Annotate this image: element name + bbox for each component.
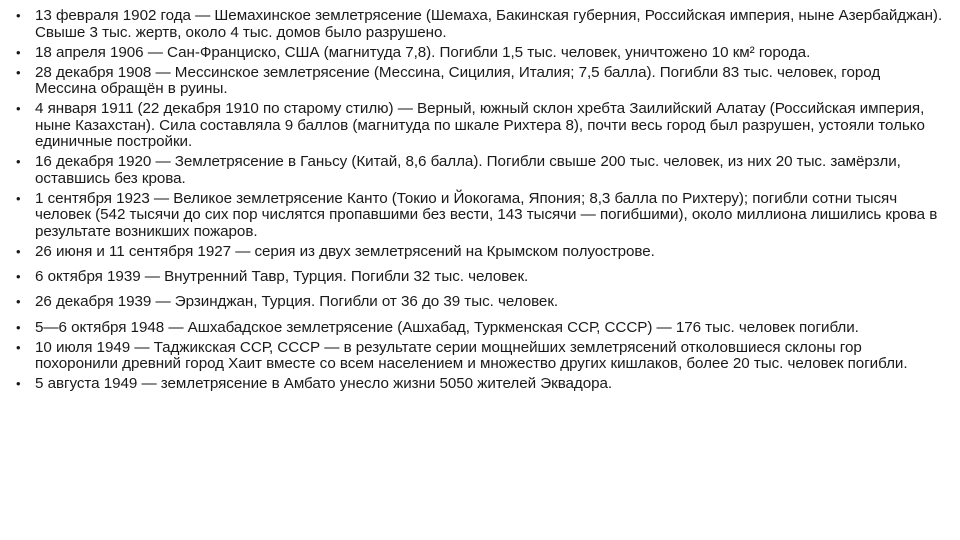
list-item: [14, 320, 944, 337]
bullet-icon: •: [16, 339, 21, 355]
bullet-icon: •: [16, 294, 21, 310]
list-item-text: 26 июня и 11 сентября 1927 — серия из двух землетрясений на Крымском полуострове.: [35, 243, 655, 261]
slide-content: [14, 8, 944, 536]
bullet-icon: •: [16, 64, 21, 80]
list-item: [14, 101, 944, 151]
bullet-icon: •: [16, 154, 21, 170]
bullet-icon: •: [16, 190, 21, 206]
list-item-text: 5—6 октября 1948 — Ашхабадское землетрясение (Ашхабад, Туркменская ССР, СССР) — 176 тыс. человек погибли.: [35, 318, 859, 336]
bullet-icon: •: [16, 376, 21, 392]
bullet-icon: •: [16, 269, 21, 285]
list-item: [14, 8, 944, 41]
list-item-text: 10 июля 1949 — Таджикская ССР, СССР — в результате серии мощнейших землетрясений отколовшиеся склоны гор похоронили древний город Хаит вместе со всем населением и множество других кишлаков, более 20 тыс. человек погибли.: [35, 338, 908, 373]
bullet-icon: •: [16, 319, 21, 335]
list-item-text: 4 января 1911 (22 декабря 1910 по старому стилю) — Верный, южный склон хребта Заилийский Алатау (Российская империя, ныне Казахстан). Сила составляла 9 баллов (магнитуда по шкале Рихтера 8), почти весь город был разрушен, устояли только единичные постройки.: [35, 100, 925, 151]
list-item-text: 26 декабря 1939 — Эрзинджан, Турция. Погибли от 36 до 39 тыс. человек.: [35, 293, 559, 311]
list-item: [14, 45, 944, 62]
list-item: [14, 269, 944, 286]
list-item: [14, 376, 944, 393]
list-item: [14, 191, 944, 241]
list-item-text: 5 августа 1949 — землетрясение в Амбато унесло жизни 5050 жителей Эквадора.: [35, 375, 613, 393]
list-item: [14, 340, 944, 373]
list-item: [14, 154, 944, 187]
earthquake-list: [14, 8, 944, 393]
list-item-text: 6 октября 1939 — Внутренний Тавр, Турция. Погибли 32 тыс. человек.: [35, 268, 529, 286]
list-item: [14, 65, 944, 98]
list-item-text: 13 февраля 1902 года — Шемахинское землетрясение (Шемаха, Бакинская губерния, Российская империя, ныне Азербайджан). Свыше 3 тыс. жертв, около 4 тыс. домов было разрушено.: [35, 8, 943, 41]
list-item-text: 18 апреля 1906 — Сан-Франциско, США (магнитуда 7,8). Погибли 1,5 тыс. человек, уничтожено 10 км² города.: [35, 43, 811, 61]
list-item-text: 28 декабря 1908 — Мессинское землетрясение (Мессина, Сицилия, Италия; 7,5 балла). Погибли 83 тыс. человек, город Мессина обращён в руины.: [35, 63, 881, 98]
list-item: [14, 244, 944, 261]
bullet-icon: •: [16, 244, 21, 260]
bullet-icon: •: [16, 44, 21, 60]
list-item-text: 16 декабря 1920 — Землетрясение в Ганьсу (Китай, 8,6 балла). Погибли свыше 200 тыс. человек, из них 20 тыс. замёрзли, оставшись без крова.: [35, 153, 901, 187]
list-item-text: 1 сентября 1923 — Великое землетрясение Канто (Токио и Йокогама, Япония; 8,3 балла по Рихтеру); погибли сотни тысяч человек (542 тысячи до сих пор числятся пропавшими без вести, 143 тысячи — погибшими), около миллиона лишились крова в результате возникших пожаров.: [35, 189, 938, 241]
list-item: [14, 294, 944, 311]
bullet-icon: •: [16, 8, 21, 23]
bullet-icon: •: [16, 101, 21, 117]
